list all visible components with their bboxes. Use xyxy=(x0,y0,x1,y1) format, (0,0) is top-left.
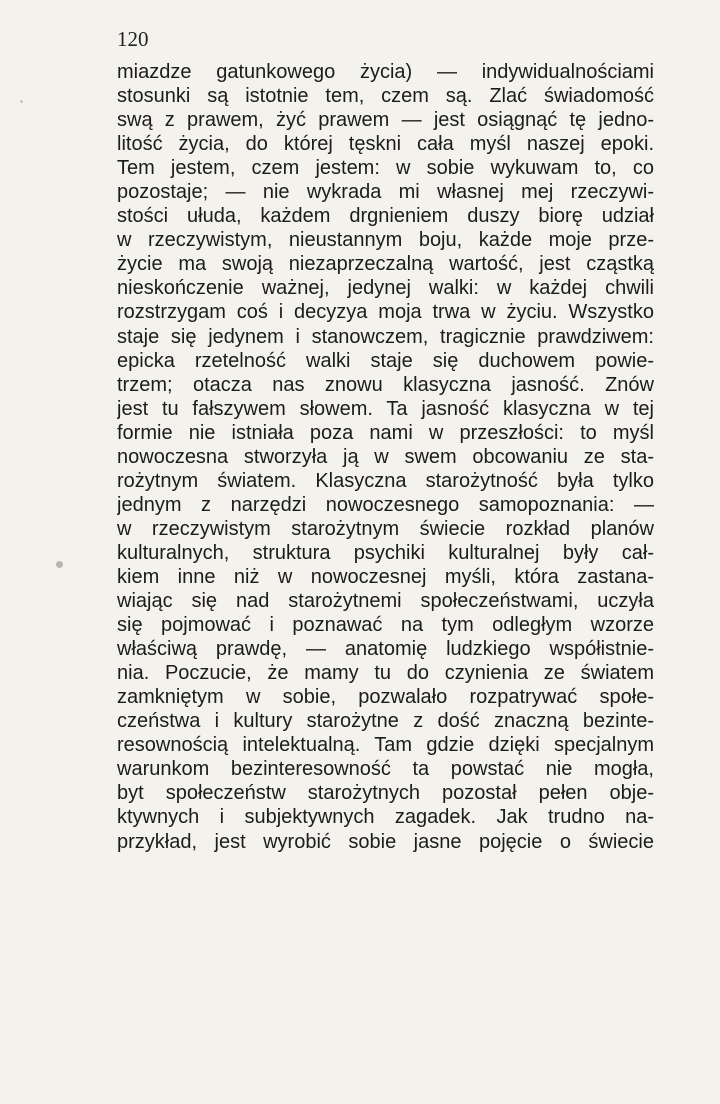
text-line: pozostaje; — nie wykrada mi własnej mej rzeczywi- xyxy=(117,181,654,204)
text-line: warunkom bezinteresowność ta powstać nie mogła, xyxy=(117,758,654,781)
text-line: rozstrzygam coś i decyzya moja trwa w życiu. Wszystko xyxy=(117,301,654,324)
text-line: Tem jestem, czem jestem: w sobie wykuwam to, co xyxy=(117,157,654,180)
text-line: staje się jedynem i stanowczem, tragicznie prawdziwem: xyxy=(117,325,654,348)
text-line: formie nie istniała poza nami w przeszłości: to myśl xyxy=(117,421,654,444)
text-line: nieskończenie ważnej, jedynej walki: w każdej chwili xyxy=(117,277,654,300)
text-line: stości ułuda, każdem drgnieniem duszy biorę udział xyxy=(117,205,654,228)
text-line: kulturalnych, struktura psychiki kulturalnej były cał- xyxy=(117,541,654,564)
page-number: 120 xyxy=(117,27,149,51)
text-line: w rzeczywistym, nieustannym boju, każde moje prze- xyxy=(117,229,654,252)
text-line: nowoczesna stworzyła ją w swem obcowaniu ze sta- xyxy=(117,445,654,468)
paper-speck xyxy=(20,100,23,103)
text-line: się pojmować i poznawać na tym odległym wzorze xyxy=(117,614,654,637)
text-line: nia. Poczucie, że mamy tu do czynienia ze światem xyxy=(117,662,654,685)
text-line: jednym z narzędzi nowoczesnego samopoznania: — xyxy=(117,493,654,516)
body-text xyxy=(117,60,654,854)
text-line: rożytnym światem. Klasyczna starożytność była tylko xyxy=(117,469,654,492)
text-line: epicka rzetelność walki staje się duchowem powie- xyxy=(117,349,654,372)
text-line: wiając się nad starożytnemi społeczeństwami, uczyła xyxy=(117,590,654,613)
text-line: stosunki są istotnie tem, czem są. Zlać świadomość xyxy=(117,85,654,108)
text-line: resownością intelektualną. Tam gdzie dzięki specjalnym xyxy=(117,734,654,757)
text-line: przykład, jest wyrobić sobie jasne pojęcie o świecie xyxy=(117,830,654,853)
text-line: życie ma swoją niezaprzeczalną wartość, jest cząstką xyxy=(117,253,654,276)
text-line: jest tu fałszywem słowem. Ta jasność klasyczna w tej xyxy=(117,397,654,420)
text-line: swą z prawem, żyć prawem — jest osiągnąć tę jedno- xyxy=(117,109,654,132)
text-line: miazdze gatunkowego życia) — indywidualnościami xyxy=(117,61,654,83)
text-line: ktywnych i subjektywnych zagadek. Jak trudno na- xyxy=(117,806,654,829)
text-line: kiem inne niż w nowoczesnej myśli, która zastana- xyxy=(117,565,654,588)
paper-speck xyxy=(56,561,63,568)
text-line: zamkniętym w sobie, pozwalało rozpatrywać społe- xyxy=(117,686,654,709)
text-line: w rzeczywistym starożytnym świecie rozkład planów xyxy=(117,517,654,540)
text-line: litość życia, do której tęskni cała myśl naszej epoki. xyxy=(117,133,654,156)
text-line: czeństwa i kultury starożytne z dość znaczną bezinte- xyxy=(117,710,654,733)
text-line: właściwą prawdę, — anatomię ludzkiego współistnie- xyxy=(117,638,654,661)
text-line: byt społeczeństw starożytnych pozostał pełen obje- xyxy=(117,782,654,805)
text-line: trzem; otacza nas znowu klasyczna jasność. Znów xyxy=(117,373,654,396)
